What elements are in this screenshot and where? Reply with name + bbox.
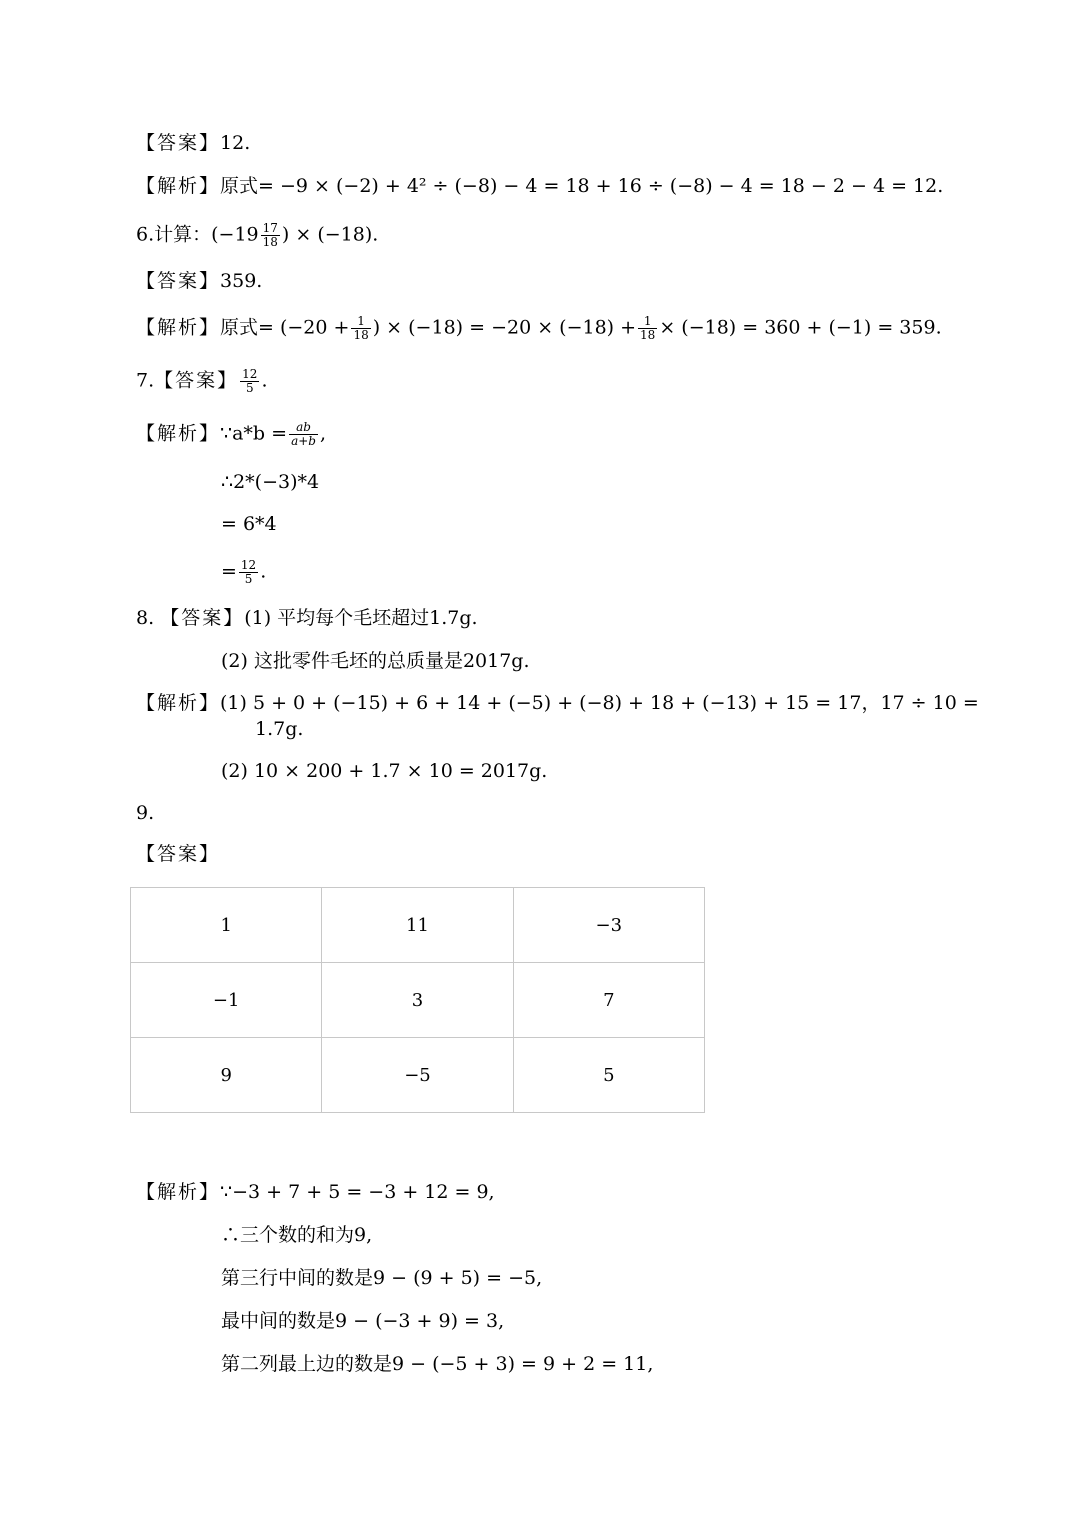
q7-analysis-part-b: , [319, 422, 326, 445]
q7-step-2: = 6*4 [221, 513, 277, 535]
q7-answer-line [136, 368, 267, 395]
q9-answer-line [136, 842, 220, 866]
q8-analysis-line [136, 691, 979, 715]
q6-fraction-2 [638, 315, 657, 342]
q8-answer-line [136, 606, 478, 630]
q8-analysis-2: (2) 10 × 200 + 1.7 × 10 = 2017g. [221, 760, 548, 782]
answer-label: 【答案】 [136, 270, 221, 292]
q9-analysis-step: ∵−3 + 7 + 5 = −3 + 12 = 9, [220, 1181, 495, 1203]
q7-step-3-fraction [239, 559, 258, 586]
q7-analysis-line [136, 421, 326, 448]
q5-analysis: 原式= −9 × (−2) + 4² ÷ (−8) − 4 = 18 + 16 ÷ (−8) − 4 = 18 − 2 − 4 = 12. [220, 175, 944, 197]
q7-definition-fraction [289, 421, 318, 448]
table-cell: 5 [513, 1038, 704, 1113]
fraction-denominator: a+b [291, 434, 316, 448]
analysis-label: 【解析】 [136, 422, 221, 445]
q6-analysis-part-c: × (−18) = 360 + (−1) = 359. [659, 316, 942, 339]
q8-analysis-1: (1) 5 + 0 + (−15) + 6 + 14 + (−5) + (−8) + 18 + (−13) + 15 = 17，17 ÷ 10 = [220, 692, 979, 714]
q7-analysis-part-a: ∵a*b = [220, 422, 288, 445]
q8-number: 8. [136, 607, 155, 629]
q7-answer-fraction [240, 368, 259, 395]
q7-number: 7. [136, 369, 155, 392]
table-cell: 9 [131, 1038, 322, 1113]
fraction-denominator: 18 [262, 235, 278, 249]
magic-square-table [130, 887, 705, 1113]
q5-answer: 12. [220, 132, 251, 154]
answer-label: 【答案】 [154, 369, 239, 392]
q6-prompt-prefix: 6.计算：(−19 [136, 223, 259, 246]
q9-number: 9. [136, 802, 155, 824]
table-row [131, 1038, 705, 1113]
table-cell: 3 [322, 963, 513, 1038]
q7-step-3-prefix: = [221, 560, 237, 583]
q5-answer-line [136, 131, 250, 155]
answer-label: 【答案】 [136, 132, 221, 154]
fraction-numerator: ab [289, 421, 318, 435]
table-row [131, 888, 705, 963]
q6-analysis-part-a: 原式= (−20 + [220, 316, 350, 339]
q9-analysis-line [136, 1180, 495, 1204]
q9-analysis-step: 第二列最上边的数是9 − (−5 + 3) = 9 + 2 = 11, [221, 1353, 654, 1375]
q7-step-3 [221, 559, 266, 586]
fraction-numerator: 12 [242, 367, 258, 381]
table-cell: −3 [513, 888, 704, 963]
table-cell: 1 [131, 888, 322, 963]
fraction-denominator: 5 [245, 381, 254, 395]
q9-analysis-step: ∴三个数的和为9, [221, 1224, 373, 1246]
analysis-label: 【解析】 [136, 175, 221, 197]
fraction-numerator: 1 [351, 315, 370, 329]
q9-analysis-step: 第三行中间的数是9 − (9 + 5) = −5, [221, 1267, 543, 1289]
fraction-denominator: 18 [640, 328, 656, 342]
fraction-numerator: 17 [262, 221, 278, 235]
analysis-label: 【解析】 [136, 316, 221, 339]
q9-analysis-step: 最中间的数是9 − (−3 + 9) = 3, [221, 1310, 505, 1332]
table-row [131, 963, 705, 1038]
fraction-denominator: 5 [244, 572, 253, 586]
q8-answer-2: (2) 这批零件毛坯的总质量是2017g. [221, 650, 530, 672]
q6-answer: 359. [220, 270, 263, 292]
q7-answer-end: . [261, 369, 268, 392]
q8-analysis-1-continued: 1.7g. [255, 718, 304, 740]
analysis-label: 【解析】 [136, 1181, 221, 1203]
answer-label: 【答案】 [136, 843, 221, 865]
q8-answer-1: (1) 平均每个毛坯超过1.7g. [244, 607, 478, 629]
table-cell: 7 [513, 963, 704, 1038]
table-cell: 11 [322, 888, 513, 963]
answer-label: 【答案】 [160, 607, 245, 629]
q6-analysis-part-b: ) × (−18) = −20 × (−18) + [372, 316, 637, 339]
q6-prompt-suffix: ) × (−18). [281, 223, 379, 246]
q6-mixed-fraction [261, 222, 280, 249]
q5-analysis-line [136, 174, 943, 198]
fraction-denominator: 18 [353, 328, 369, 342]
fraction-numerator: 1 [638, 315, 657, 329]
q6-fraction-1 [351, 315, 370, 342]
q7-step-1: ∴2*(−3)*4 [221, 471, 320, 493]
q6-answer-line [136, 269, 262, 293]
table-cell: −1 [131, 963, 322, 1038]
analysis-label: 【解析】 [136, 692, 221, 714]
q6-analysis-line [136, 315, 942, 342]
q7-step-3-end: . [260, 560, 267, 583]
fraction-numerator: 12 [240, 558, 257, 572]
table-cell: −5 [322, 1038, 513, 1113]
q6-prompt [136, 222, 378, 249]
